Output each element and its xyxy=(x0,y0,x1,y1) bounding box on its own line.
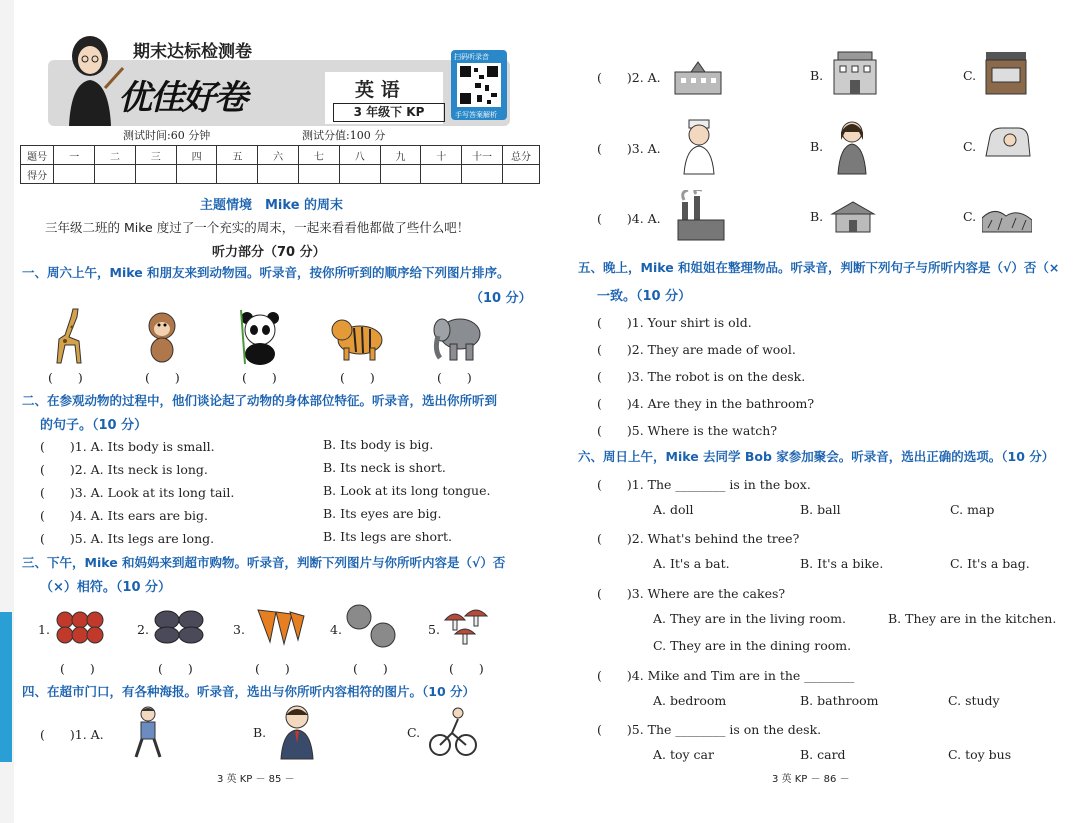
score-input[interactable] xyxy=(176,165,217,184)
series-title: 期末达标检测卷 xyxy=(133,42,252,62)
sec6-title: 六、周日上午，Mike 去同学 Bob 家参加聚会。听录音，选出正确的选项。（10 分） xyxy=(578,449,1055,464)
sec6-q1-b[interactable]: B. ball xyxy=(800,502,841,517)
score-input[interactable] xyxy=(54,165,95,184)
sec5-q5[interactable]: ( )5. Where is the watch? xyxy=(597,423,778,438)
qr-code-icon[interactable] xyxy=(457,63,501,107)
score-cell: 六 xyxy=(258,146,299,165)
score-cell: 九 xyxy=(380,146,421,165)
sec3-answer-2[interactable]: ( ) xyxy=(158,661,193,676)
score-cell: 题号 xyxy=(21,146,54,165)
sec4-q4-b[interactable]: B. xyxy=(810,209,824,224)
sec6-q5-c[interactable]: C. toy bus xyxy=(948,747,1012,762)
sec6-q2-b[interactable]: B. It's a bike. xyxy=(800,556,884,571)
binding-strip xyxy=(0,0,14,823)
sec3-label-2: 2. xyxy=(137,622,149,637)
panda-icon xyxy=(235,308,285,366)
woman-icon xyxy=(832,118,872,176)
sec2-q5[interactable]: ( )5. A. Its legs are long. xyxy=(40,531,215,546)
farm-field-icon xyxy=(982,198,1032,234)
carrots-icon xyxy=(250,606,305,646)
sec4-q3[interactable]: ( )3. A. xyxy=(597,141,661,156)
score-label-cell: 得分 xyxy=(21,165,54,184)
running-boy-icon xyxy=(128,705,168,760)
subject-label: 英 语 xyxy=(355,79,400,101)
sec4-q3-b[interactable]: B. xyxy=(810,139,824,154)
score-input[interactable] xyxy=(258,165,299,184)
theme-title: 主题情境 Mike 的周末 xyxy=(200,198,344,213)
score-cell: 八 xyxy=(339,146,380,165)
sec6-q5-a[interactable]: A. toy car xyxy=(653,747,714,762)
sec4-q3-c[interactable]: C. xyxy=(963,139,977,154)
shop-building-icon xyxy=(982,48,1030,96)
sec6-q4-b[interactable]: B. bathroom xyxy=(800,693,879,708)
sec1-answer-5[interactable]: ( ) xyxy=(437,370,472,385)
sec4-q1[interactable]: ( )1. A. xyxy=(40,727,104,742)
sec4-q4[interactable]: ( )4. A. xyxy=(597,211,661,226)
sec1-answer-4[interactable]: ( ) xyxy=(340,370,375,385)
score-cell: 十一 xyxy=(462,146,503,165)
sec4-q1-b[interactable]: B. xyxy=(253,725,267,740)
score-input[interactable] xyxy=(502,165,539,184)
sec1-answer-2[interactable]: ( ) xyxy=(145,370,180,385)
score-input[interactable] xyxy=(135,165,176,184)
sec1-answer-1[interactable]: ( ) xyxy=(48,370,83,385)
sec3-title-cont: （×）相符。（10 分） xyxy=(40,580,172,595)
sec6-q3-c[interactable]: C. They are in the dining room. xyxy=(653,638,852,653)
sec6-q4-c[interactable]: C. study xyxy=(948,693,1000,708)
sec6-q4-a[interactable]: A. bedroom xyxy=(653,693,727,708)
score-input[interactable] xyxy=(299,165,340,184)
right-footer: 3 英 KP － 86 － xyxy=(772,774,850,785)
score-cell: 总分 xyxy=(502,146,539,165)
sec6-q1-c[interactable]: C. map xyxy=(950,502,995,517)
sec3-label-3: 3. xyxy=(233,622,245,637)
intro-text: 三年级二班的 Mike 度过了一个充实的周末，一起来看看他都做了些什么吧！ xyxy=(45,220,470,235)
sec3-label-5: 5. xyxy=(428,622,440,637)
school-building-icon xyxy=(673,58,723,96)
score-input[interactable] xyxy=(421,165,462,184)
sec4-q4-c[interactable]: C. xyxy=(963,209,977,224)
sec3-label-4: 4. xyxy=(330,622,342,637)
score-cell: 二 xyxy=(95,146,136,165)
farmhouse-icon xyxy=(828,200,878,234)
score-input[interactable] xyxy=(217,165,258,184)
cyclist-icon xyxy=(428,705,478,757)
sec6-q1[interactable]: ( )1. The ________ is in the box. xyxy=(597,477,811,492)
qr-bottom-text: 手写答案解析 xyxy=(455,111,497,119)
score-cell: 一 xyxy=(54,146,95,165)
sec3-title: 三、下午，Mike 和妈妈来到超市购物。听录音，判断下列图片与你所听内容是（√）否 xyxy=(22,555,506,570)
sec2-title: 二、在参观动物的过程中，他们谈论起了动物的身体部位特征。听录音，选出你所听到 xyxy=(22,393,498,408)
driver-icon xyxy=(982,120,1032,162)
tomatoes-icon xyxy=(55,608,105,644)
sec1-points: （10 分） xyxy=(470,291,532,306)
sec4-title: 四、在超市门口，有各种海报。听录音，选出与你所听内容相符的图片。（10 分） xyxy=(22,684,475,699)
sec2-q3[interactable]: ( )3. A. Look at its long tail. xyxy=(40,485,235,500)
sec1-title: 一、周六上午，Mike 和朋友来到动物园。听录音，按你所听到的顺序给下列图片排序。 xyxy=(22,265,510,280)
potatoes-icon xyxy=(153,608,208,644)
score-cell: 七 xyxy=(299,146,340,165)
score-cell: 十 xyxy=(421,146,462,165)
man-suit-icon xyxy=(275,703,320,761)
elephant-icon xyxy=(430,310,485,362)
sec2-q1-b[interactable]: B. Its body is big. xyxy=(323,437,434,452)
sec6-q2-a[interactable]: A. It's a bat. xyxy=(653,556,730,571)
sec6-q1-a[interactable]: A. doll xyxy=(653,502,694,517)
test-time: 测试时间:60 分钟 xyxy=(123,129,211,142)
factory-icon xyxy=(676,190,726,242)
score-input[interactable] xyxy=(462,165,503,184)
score-table xyxy=(20,145,540,184)
qr-top-text: 扫码听录音 xyxy=(454,53,489,61)
sec5-title: 五、晚上，Mike 和姐姐在整理物品。听录音，判断下列句子与所听内容是（√）否（× xyxy=(578,260,1060,275)
teacher-mascot-icon xyxy=(55,28,125,128)
sec2-q3-b[interactable]: B. Look at its long tongue. xyxy=(323,483,491,498)
listening-heading: 听力部分（70 分） xyxy=(212,245,326,260)
blue-band xyxy=(0,612,12,762)
sec6-q5-b[interactable]: B. card xyxy=(800,747,846,762)
sec4-q2-b[interactable]: B. xyxy=(810,68,824,83)
score-value-row xyxy=(21,165,540,184)
sec6-q3[interactable]: ( )3. Where are the cakes? xyxy=(597,586,786,601)
sec4-q2-c[interactable]: C. xyxy=(963,68,977,83)
sec2-q4[interactable]: ( )4. A. Its ears are big. xyxy=(40,508,208,523)
sec3-answer-1[interactable]: ( ) xyxy=(60,661,95,676)
sec6-q4[interactable]: ( )4. Mike and Tim are in the ________ xyxy=(597,668,855,683)
sec2-q5-b[interactable]: B. Its legs are short. xyxy=(323,529,453,544)
score-input[interactable] xyxy=(339,165,380,184)
sec1-answer-3[interactable]: ( ) xyxy=(242,370,277,385)
monkey-icon xyxy=(140,310,185,365)
score-cell: 四 xyxy=(176,146,217,165)
sec3-answer-3[interactable]: ( ) xyxy=(255,661,290,676)
cabbages-icon xyxy=(345,603,400,649)
mushrooms-icon xyxy=(443,606,493,646)
hospital-building-icon xyxy=(830,50,880,96)
right-page xyxy=(560,0,1080,823)
score-cell: 五 xyxy=(217,146,258,165)
grade-label: 3 年级下 KP xyxy=(333,103,445,122)
sec6-q3-a[interactable]: A. They are in the living room. xyxy=(653,611,846,626)
sec2-q1[interactable]: ( )1. A. Its body is small. xyxy=(40,439,215,454)
sec2-q2-b[interactable]: B. Its neck is short. xyxy=(323,460,446,475)
score-header-row xyxy=(21,146,540,165)
sec2-title-cont: 的句子。（10 分） xyxy=(40,418,148,433)
score-cell: 三 xyxy=(135,146,176,165)
sec4-q2[interactable]: ( )2. A. xyxy=(597,70,661,85)
score-input[interactable] xyxy=(95,165,136,184)
left-footer: 3 英 KP － 85 － xyxy=(217,774,295,785)
tiger-icon xyxy=(330,312,385,362)
sec2-q4-b[interactable]: B. Its eyes are big. xyxy=(323,506,442,521)
sec3-answer-5[interactable]: ( ) xyxy=(449,661,484,676)
sec5-q3[interactable]: ( )3. The robot is on the desk. xyxy=(597,369,806,384)
sec5-q1[interactable]: ( )1. Your shirt is old. xyxy=(597,315,752,330)
test-score: 测试分值:100 分 xyxy=(302,129,386,142)
giraffe-icon xyxy=(45,305,90,365)
brand-logo: 优佳好卷 xyxy=(118,78,246,118)
sec2-q2[interactable]: ( )2. A. Its neck is long. xyxy=(40,462,208,477)
sec6-q2[interactable]: ( )2. What's behind the tree? xyxy=(597,531,800,546)
sec3-label-1: 1. xyxy=(38,622,50,637)
sec3-answer-4[interactable]: ( ) xyxy=(353,661,388,676)
sec5-q4[interactable]: ( )4. Are they in the bathroom? xyxy=(597,396,815,411)
sec6-q3-b[interactable]: B. They are in the kitchen. xyxy=(888,611,1057,626)
score-input[interactable] xyxy=(380,165,421,184)
sec4-q1-c[interactable]: C. xyxy=(407,725,421,740)
nurse-icon xyxy=(678,118,720,176)
sec5-q2[interactable]: ( )2. They are made of wool. xyxy=(597,342,796,357)
sec6-q5[interactable]: ( )5. The ________ is on the desk. xyxy=(597,722,822,737)
sec6-q2-c[interactable]: C. It's a bag. xyxy=(950,556,1030,571)
sec5-title-cont: 一致。（10 分） xyxy=(597,289,692,304)
